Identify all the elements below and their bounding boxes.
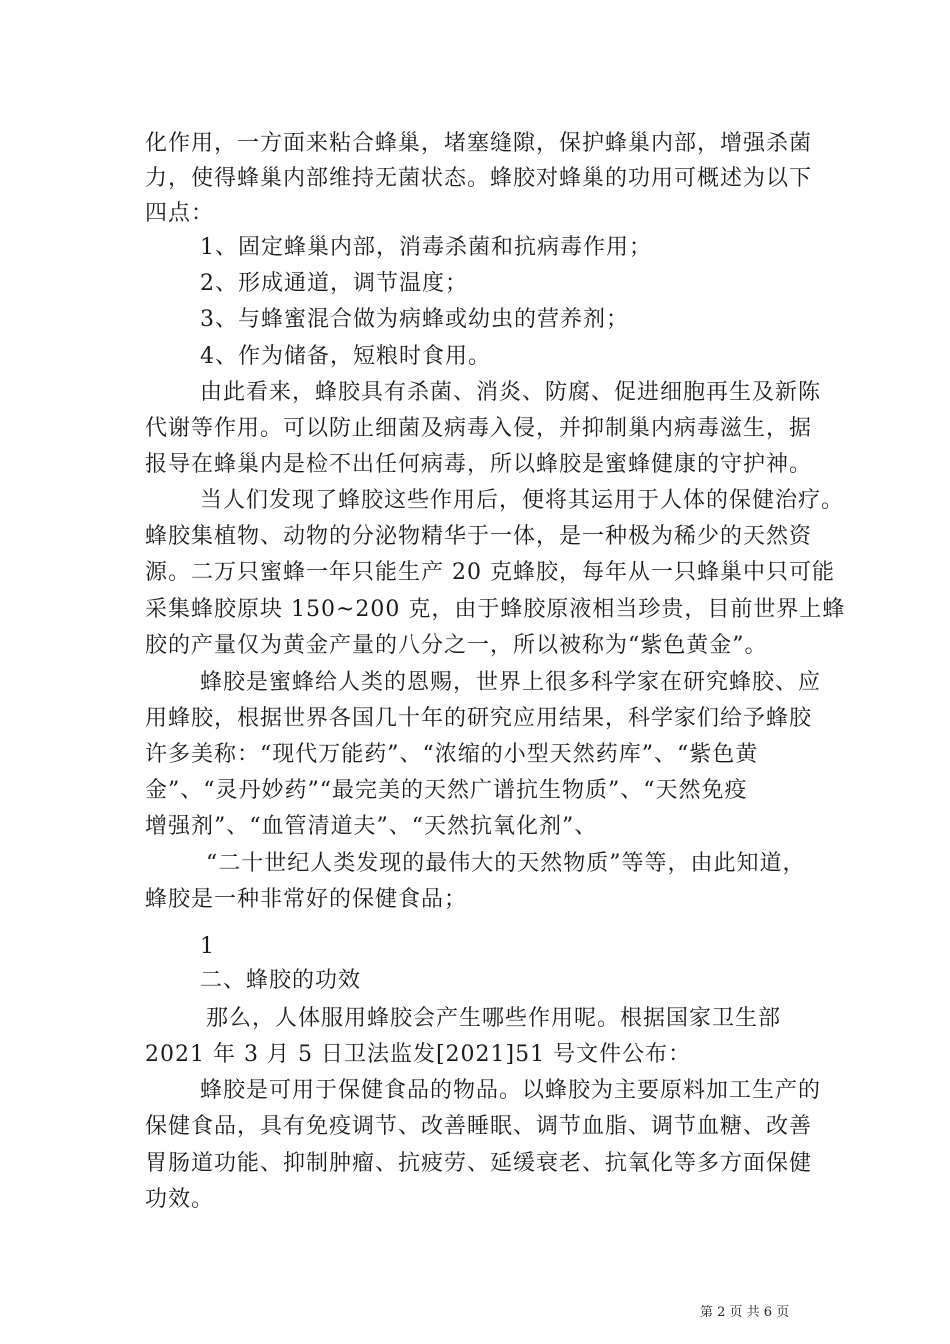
text-line: 那么，人体服用蜂胶会产生哪些作用呢。根据国家卫生部 bbox=[206, 1006, 782, 1031]
text-line: 保健食品，具有免疫调节、改善睡眠、调节血脂、调节血糖、改善 bbox=[145, 1114, 813, 1139]
text-line: 增强剂”、“血管清道夫”、“天然抗氧化剂”、 bbox=[145, 814, 598, 839]
text-line: 代谢等作用。可以防止细菌及病毒入侵，并抑制巢内病毒滋生，据 bbox=[145, 416, 813, 441]
page-number-marker: 1 bbox=[200, 934, 215, 959]
text-line: 金”、“灵丹妙药”“最完美的天然广谱抗生物质”、“天然免疫 bbox=[145, 778, 748, 803]
text-line: 胶的产量仅为黄金产量的八分之一，所以被称为“紫色黄金”。 bbox=[145, 633, 768, 658]
text-line: 功效。 bbox=[145, 1187, 215, 1212]
page-footer: 第 2 页 共 6 页 bbox=[700, 1305, 790, 1320]
text-line: 采集蜂胶原块 150~200 克，由于蜂胶原液相当珍贵，目前世界上蜂 bbox=[145, 597, 846, 622]
text-line: “二十世纪人类发现的最伟大的天然物质”等等，由此知道， bbox=[206, 851, 806, 876]
text-line: 由此看来，蜂胶具有杀菌、消炎、防腐、促进细胞再生及新陈 bbox=[200, 380, 822, 405]
text-line: 蜂胶是一种非常好的保健食品； bbox=[145, 887, 468, 912]
section-heading: 二、蜂胶的功效 bbox=[200, 968, 362, 993]
text-line: 许多美称：“现代万能药”、“浓缩的小型天然药库”、“紫色黄 bbox=[145, 742, 759, 767]
text-line: 蜂胶是蜜蜂给人类的恩赐，世界上很多科学家在研究蜂胶、应 bbox=[200, 670, 822, 695]
list-item: 3、与蜂蜜混合做为病蜂或幼虫的营养剂； bbox=[200, 307, 629, 332]
text-line: 力，使得蜂巢内部维持无菌状态。蜂胶对蜂巢的功用可概述为以下 bbox=[145, 166, 813, 191]
text-line: 当人们发现了蜂胶这些作用后，便将其运用于人体的保健治疗。 bbox=[200, 488, 845, 513]
list-item: 2、形成通道，调节温度； bbox=[200, 271, 468, 296]
text-line: 蜂胶集植物、动物的分泌物精华于一体，是一种极为稀少的天然资 bbox=[145, 524, 813, 549]
text-line: 蜂胶是可用于保健食品的物品。以蜂胶为主要原料加工生产的 bbox=[200, 1078, 822, 1103]
text-line: 化作用，一方面来粘合蜂巢，堵塞缝隙，保护蜂巢内部，增强杀菌 bbox=[145, 131, 813, 156]
text-line: 源。二万只蜜蜂一年只能生产 20 克蜂胶，每年从一只蜂巢中只可能 bbox=[145, 560, 835, 585]
list-item: 1、固定蜂巢内部，消毒杀菌和抗病毒作用； bbox=[200, 235, 652, 260]
list-item: 4、作为储备，短粮时食用。 bbox=[200, 344, 491, 369]
text-line: 报导在蜂巢内是检不出任何病毒，所以蜂胶是蜜蜂健康的守护神。 bbox=[145, 452, 813, 477]
text-line: 胃肠道功能、抑制肿瘤、抗疲劳、延缓衰老、抗氧化等多方面保健 bbox=[145, 1151, 813, 1176]
text-line: 用蜂胶，根据世界各国几十年的研究应用结果，科学家们给予蜂胶 bbox=[145, 706, 813, 731]
text-line: 2021 年 3 月 5 日卫法监发[2021]51 号文件公布： bbox=[145, 1042, 692, 1067]
text-line: 四点： bbox=[145, 201, 215, 226]
